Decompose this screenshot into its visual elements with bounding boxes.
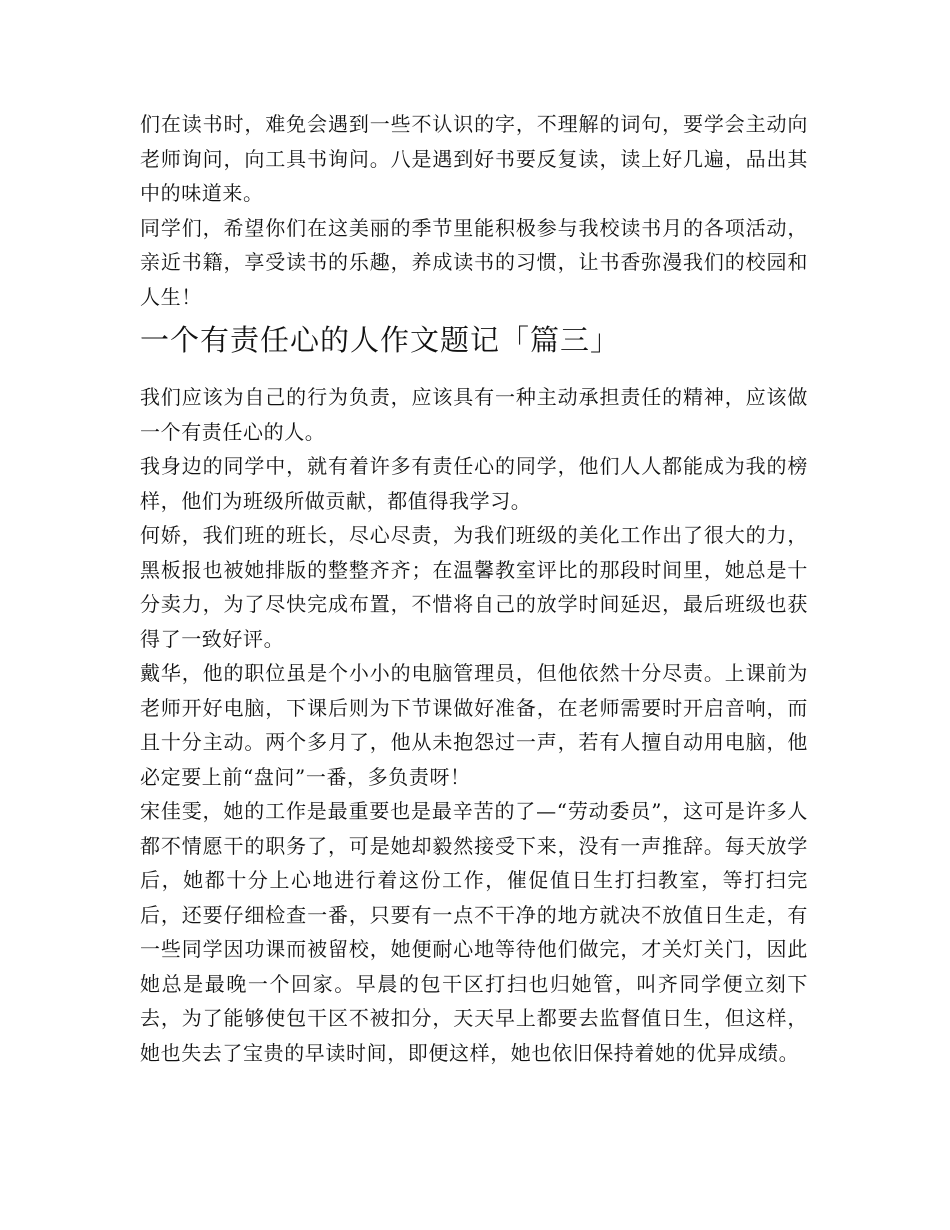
paragraph-song-jiawen: 宋佳雯，她的工作是最重要也是最辛苦的了—“劳动委员”，这可是许多人都不情愿干的职务了，可是她却毅然接受下来，没有一声推辞。每天放学后，她都十分上心地进行着这份工作，催促值日生打扫教室，等打扫完后，还要仔细检查一番，只要有一点不干净的地方就决不放值日生走，有一些同学因功课而被留校，她便耐心地等待他们做完，才关灯关门，因此她总是最晚一个回家。早晨的包干区打扫也归她管，叫齐同学便立刻下去，为了能够使包干区不被扣分，天天早上都要去监督值日生，但这样，她也失去了宝贵的早读时间，即便这样，她也依旧保持着她的优异成绩。 (140, 799, 808, 1065)
section-heading: 一个有责任心的人作文题记「篇三」 (140, 323, 621, 357)
paragraph-responsibility-intro: 我们应该为自己的行为负责，应该具有一种主动承担责任的精神，应该做一个有责任心的人。 (140, 385, 808, 444)
paragraph-reading-tips-end: 们在读书时，难免会遇到一些不认识的字，不理解的词句，要学会主动向老师询问，向工具书询问。八是遇到好书要反复读，读上好几遍，品出其中的味道来。 (140, 112, 808, 205)
paragraph-reading-month-appeal: 同学们，希望你们在这美丽的季节里能积极参与我校读书月的各项活动，亲近书籍，享受读书的乐趣，养成读书的习惯，让书香弥漫我们的校园和人生！ (140, 215, 808, 309)
paragraph-dai-hua: 戴华，他的职位虽是个小小的电脑管理员，但他依然十分尽责。上课前为老师开好电脑，下课后则为下节课做好准备，在老师需要时开启音响，而且十分主动。两个多月了，他从未抱怨过一声，若有人擅自动用电脑，他必定要上前“盘问”一番，多负责呀！ (140, 661, 808, 789)
document-page (140, 107, 808, 1070)
paragraph-classmates-role-models: 我身边的同学中，就有着许多有责任心的同学，他们人人都能成为我的榜样，他们为班级所做贡献，都值得我学习。 (140, 454, 808, 513)
paragraph-he-jiao: 何娇，我们班的班长，尽心尽责，为我们班级的美化工作出了很大的力，黑板报也被她排版的整整齐齐；在温馨教室评比的那段时间里，她总是十分卖力，为了尽快完成布置，不惜将自己的放学时间延迟，最后班级也获得了一致好评。 (140, 523, 808, 651)
